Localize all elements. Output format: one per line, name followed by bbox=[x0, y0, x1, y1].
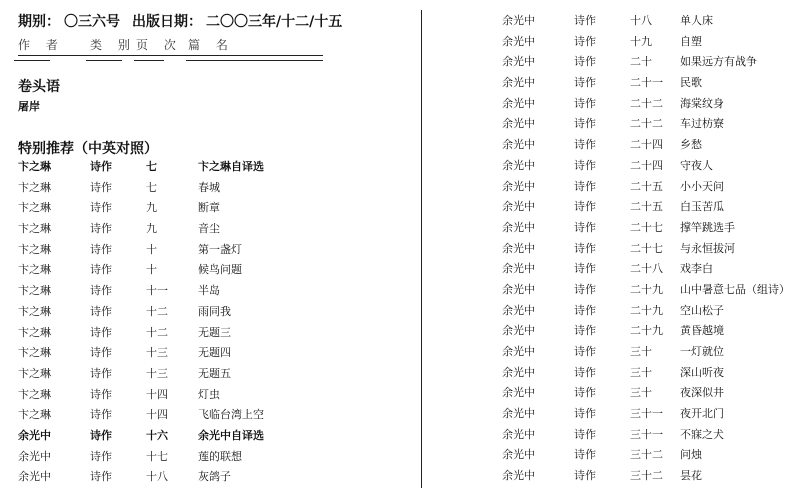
entry-page: 二十九 bbox=[630, 324, 663, 338]
list-item bbox=[18, 343, 418, 364]
entry-title: 黄昏越境 bbox=[680, 324, 724, 338]
entry-page: 二十九 bbox=[630, 303, 663, 317]
entry-page: 九 bbox=[146, 201, 157, 215]
entry-title: 单人床 bbox=[680, 14, 713, 27]
featured-list bbox=[18, 157, 418, 488]
list-item bbox=[502, 218, 800, 239]
entry-title: 无题三 bbox=[198, 325, 231, 339]
entry-title: 卞之琳自译选 bbox=[198, 160, 264, 173]
entry-category: 诗作 bbox=[90, 263, 112, 277]
entry-title: 戏李白 bbox=[680, 262, 713, 276]
entry-author: 余光中 bbox=[502, 76, 535, 90]
entry-page: 二十二 bbox=[630, 117, 663, 131]
entry-page: 三十 bbox=[630, 345, 652, 358]
entry-category: 诗作 bbox=[90, 408, 112, 422]
entry-title: 半岛 bbox=[198, 284, 220, 298]
entry-category: 诗作 bbox=[574, 76, 596, 90]
entry-page: 二十五 bbox=[630, 179, 663, 193]
entry-page: 十 bbox=[146, 263, 157, 277]
entry-author: 余光中 bbox=[502, 262, 535, 276]
entry-page: 十四 bbox=[146, 387, 168, 401]
list-item bbox=[502, 52, 800, 73]
entry-author: 余光中 bbox=[502, 386, 535, 400]
entry-category: 诗作 bbox=[574, 179, 596, 193]
entry-author: 卞之琳 bbox=[18, 222, 51, 236]
list-item bbox=[18, 467, 418, 488]
entry-page: 二十九 bbox=[630, 282, 663, 296]
entry-page: 十六 bbox=[146, 428, 168, 442]
entry-category: 诗作 bbox=[90, 325, 112, 339]
column-divider bbox=[421, 10, 422, 488]
entry-page: 二十五 bbox=[630, 200, 663, 214]
list-item bbox=[18, 385, 418, 406]
entry-category: 诗作 bbox=[90, 387, 112, 401]
list-item bbox=[18, 323, 418, 344]
entry-author: 卞之琳 bbox=[18, 263, 51, 277]
list-item bbox=[502, 73, 800, 94]
list-item bbox=[18, 260, 418, 281]
list-item bbox=[18, 240, 418, 261]
entry-category: 诗作 bbox=[90, 180, 112, 194]
list-item bbox=[502, 94, 800, 115]
publish-date: 二〇〇三年/十二/十五 bbox=[206, 14, 343, 30]
column-headers bbox=[18, 36, 418, 54]
entry-page: 十一 bbox=[146, 284, 168, 298]
entry-category: 诗作 bbox=[574, 282, 596, 296]
list-item bbox=[502, 301, 800, 322]
preface-heading: 卷头语 bbox=[18, 79, 60, 95]
entry-title: 空山松子 bbox=[680, 303, 724, 317]
header-category: 类 别 bbox=[90, 38, 136, 52]
entry-page: 七 bbox=[146, 180, 157, 194]
entry-category: 诗作 bbox=[90, 284, 112, 298]
entry-author: 余光中 bbox=[502, 55, 535, 69]
entry-page: 三十一 bbox=[630, 427, 663, 441]
list-item bbox=[502, 156, 800, 177]
entry-title: 山中暑意七品（组诗） bbox=[680, 282, 790, 296]
list-item bbox=[502, 259, 800, 280]
entry-author: 余光中 bbox=[502, 427, 535, 441]
entry-category: 诗作 bbox=[574, 117, 596, 131]
entry-author: 余光中 bbox=[502, 158, 535, 172]
entry-category: 诗作 bbox=[574, 427, 596, 441]
rule-category bbox=[86, 60, 122, 61]
entry-category: 诗作 bbox=[574, 469, 596, 483]
entry-page: 三十二 bbox=[630, 448, 663, 462]
entry-author: 卞之琳 bbox=[18, 325, 51, 339]
entry-page: 十三 bbox=[146, 366, 168, 380]
entry-title: 飞临台湾上空 bbox=[198, 408, 264, 422]
entry-author: 余光中 bbox=[502, 282, 535, 296]
entry-category: 诗作 bbox=[90, 449, 112, 463]
entry-category: 诗作 bbox=[90, 160, 112, 173]
entry-category: 诗作 bbox=[90, 428, 112, 442]
list-item bbox=[502, 445, 800, 466]
entry-author: 卞之琳 bbox=[18, 242, 51, 256]
list-item bbox=[18, 447, 418, 468]
entry-title: 夜深似井 bbox=[680, 386, 724, 400]
entry-category: 诗作 bbox=[574, 158, 596, 172]
entry-page: 十二 bbox=[146, 325, 168, 339]
rule-page bbox=[134, 60, 164, 61]
entry-title: 深山听夜 bbox=[680, 365, 724, 379]
list-item bbox=[502, 239, 800, 260]
entry-author: 卞之琳 bbox=[18, 346, 51, 360]
entry-author: 余光中 bbox=[502, 407, 535, 421]
list-item bbox=[502, 197, 800, 218]
entry-title: 与永恒拔河 bbox=[680, 241, 735, 255]
entry-title: 撑竿跳选手 bbox=[680, 220, 735, 234]
entry-author: 余光中 bbox=[502, 220, 535, 234]
entry-category: 诗作 bbox=[90, 304, 112, 318]
rule-author bbox=[14, 60, 50, 61]
list-item bbox=[18, 281, 418, 302]
entry-author: 卞之琳 bbox=[18, 201, 51, 215]
entry-title: 灰鸽子 bbox=[198, 470, 231, 484]
entry-page: 三十 bbox=[630, 365, 652, 379]
entry-title: 车过枋寮 bbox=[680, 117, 724, 131]
entry-author: 卞之琳 bbox=[18, 160, 51, 173]
entry-author: 余光中 bbox=[502, 324, 535, 338]
entry-category: 诗作 bbox=[574, 200, 596, 214]
entry-title: 无题五 bbox=[198, 366, 231, 380]
entry-title: 莲的联想 bbox=[198, 449, 242, 463]
list-item bbox=[502, 11, 800, 32]
entry-title: 雨同我 bbox=[198, 304, 231, 318]
issue-info bbox=[18, 11, 346, 31]
list-item bbox=[502, 32, 800, 53]
entry-page: 二十二 bbox=[630, 96, 663, 110]
entry-page: 二十 bbox=[630, 55, 652, 69]
entry-page: 十三 bbox=[146, 346, 168, 360]
entry-author: 卞之琳 bbox=[18, 180, 51, 194]
entry-page: 三十 bbox=[630, 386, 652, 400]
entry-title: 小小天问 bbox=[680, 179, 724, 193]
entry-title: 民歌 bbox=[680, 76, 702, 90]
contents-list-continued bbox=[502, 11, 800, 487]
entry-category: 诗作 bbox=[574, 138, 596, 152]
list-item bbox=[502, 342, 800, 363]
list-item bbox=[502, 135, 800, 156]
header-page: 页 次 bbox=[136, 38, 182, 52]
entry-page: 十九 bbox=[630, 34, 652, 48]
list-item bbox=[502, 280, 800, 301]
entry-page: 七 bbox=[146, 160, 157, 173]
entry-title: 如果远方有战争 bbox=[680, 55, 757, 69]
entry-category: 诗作 bbox=[574, 448, 596, 462]
entry-title: 问烛 bbox=[680, 448, 702, 462]
entry-category: 诗作 bbox=[90, 346, 112, 360]
entry-category: 诗作 bbox=[574, 96, 596, 110]
entry-author: 余光中 bbox=[18, 449, 51, 463]
entry-title: 不寐之犬 bbox=[680, 427, 724, 441]
entry-category: 诗作 bbox=[574, 241, 596, 255]
entry-category: 诗作 bbox=[574, 324, 596, 338]
entry-author: 余光中 bbox=[502, 469, 535, 483]
entry-title: 守夜人 bbox=[680, 158, 713, 172]
entry-author: 余光中 bbox=[502, 96, 535, 110]
entry-title: 白玉苦瓜 bbox=[680, 200, 724, 214]
entry-author: 余光中 bbox=[502, 14, 535, 27]
entry-page: 十 bbox=[146, 242, 157, 256]
entry-category: 诗作 bbox=[574, 303, 596, 317]
list-item bbox=[18, 405, 418, 426]
list-item bbox=[18, 198, 418, 219]
entry-category: 诗作 bbox=[90, 470, 112, 484]
entry-title: 一灯就位 bbox=[680, 345, 724, 358]
entry-title: 乡愁 bbox=[680, 138, 702, 152]
list-item bbox=[18, 178, 418, 199]
entry-author: 余光中 bbox=[502, 365, 535, 379]
entry-title: 断章 bbox=[198, 201, 220, 215]
entry-page: 十七 bbox=[146, 449, 168, 463]
preface-item: 屠岸 bbox=[18, 100, 40, 113]
list-item bbox=[502, 177, 800, 198]
entry-title: 音尘 bbox=[198, 222, 220, 236]
entry-category: 诗作 bbox=[574, 365, 596, 379]
rule-title bbox=[186, 60, 323, 61]
entry-category: 诗作 bbox=[90, 242, 112, 256]
entry-title: 昙花 bbox=[680, 469, 702, 483]
entry-page: 十二 bbox=[146, 304, 168, 318]
entry-page: 十八 bbox=[630, 14, 652, 27]
entry-author: 卞之琳 bbox=[18, 387, 51, 401]
entry-author: 卞之琳 bbox=[18, 408, 51, 422]
list-item bbox=[18, 426, 418, 447]
entry-page: 二十一 bbox=[630, 76, 663, 90]
entry-author: 余光中 bbox=[18, 428, 51, 442]
list-item bbox=[502, 404, 800, 425]
featured-heading: 特别推荐（中英对照） bbox=[18, 141, 158, 157]
list-item bbox=[502, 425, 800, 446]
entry-page: 二十四 bbox=[630, 138, 663, 152]
entry-page: 二十八 bbox=[630, 262, 663, 276]
header-author: 作 者 bbox=[18, 38, 64, 52]
entry-page: 十八 bbox=[146, 470, 168, 484]
list-item bbox=[502, 383, 800, 404]
entry-author: 余光中 bbox=[502, 179, 535, 193]
entry-title: 自塑 bbox=[680, 34, 702, 48]
entry-page: 三十二 bbox=[630, 469, 663, 483]
entry-category: 诗作 bbox=[574, 345, 596, 358]
list-item bbox=[18, 157, 418, 178]
date-label: 出版日期： bbox=[132, 14, 202, 30]
entry-author: 余光中 bbox=[502, 345, 535, 358]
entry-author: 余光中 bbox=[502, 138, 535, 152]
header-title: 篇 名 bbox=[188, 38, 234, 52]
entry-author: 余光中 bbox=[502, 117, 535, 131]
list-item bbox=[502, 363, 800, 384]
entry-title: 灯虫 bbox=[198, 387, 220, 401]
entry-category: 诗作 bbox=[90, 201, 112, 215]
list-item bbox=[502, 114, 800, 135]
list-item bbox=[502, 466, 800, 487]
list-item bbox=[502, 321, 800, 342]
entry-page: 二十七 bbox=[630, 241, 663, 255]
entry-category: 诗作 bbox=[574, 386, 596, 400]
entry-page: 十四 bbox=[146, 408, 168, 422]
entry-category: 诗作 bbox=[574, 34, 596, 48]
entry-author: 余光中 bbox=[502, 303, 535, 317]
entry-author: 余光中 bbox=[502, 200, 535, 214]
entry-author: 卞之琳 bbox=[18, 304, 51, 318]
entry-title: 无题四 bbox=[198, 346, 231, 360]
entry-page: 二十四 bbox=[630, 158, 663, 172]
entry-author: 余光中 bbox=[502, 241, 535, 255]
entry-category: 诗作 bbox=[90, 366, 112, 380]
entry-page: 三十一 bbox=[630, 407, 663, 421]
entry-title: 候鸟问题 bbox=[198, 263, 242, 277]
entry-category: 诗作 bbox=[574, 262, 596, 276]
entry-author: 卞之琳 bbox=[18, 366, 51, 380]
entry-author: 卞之琳 bbox=[18, 284, 51, 298]
entry-category: 诗作 bbox=[574, 55, 596, 69]
issue-label: 期别： bbox=[18, 14, 60, 30]
entry-category: 诗作 bbox=[574, 14, 596, 27]
list-item bbox=[18, 302, 418, 323]
entry-author: 余光中 bbox=[18, 470, 51, 484]
entry-category: 诗作 bbox=[574, 220, 596, 234]
entry-page: 二十七 bbox=[630, 220, 663, 234]
entry-author: 余光中 bbox=[502, 448, 535, 462]
entry-title: 海棠纹身 bbox=[680, 96, 724, 110]
entry-category: 诗作 bbox=[574, 407, 596, 421]
entry-title: 夜开北门 bbox=[680, 407, 724, 421]
entry-page: 九 bbox=[146, 222, 157, 236]
entry-title: 春城 bbox=[198, 180, 220, 194]
header-underline bbox=[18, 55, 323, 56]
issue-number: 〇三六号 bbox=[64, 14, 120, 30]
list-item bbox=[18, 364, 418, 385]
entry-author: 余光中 bbox=[502, 34, 535, 48]
entry-title: 第一盏灯 bbox=[198, 242, 242, 256]
entry-category: 诗作 bbox=[90, 222, 112, 236]
entry-title: 余光中自译选 bbox=[198, 428, 264, 442]
list-item bbox=[18, 219, 418, 240]
